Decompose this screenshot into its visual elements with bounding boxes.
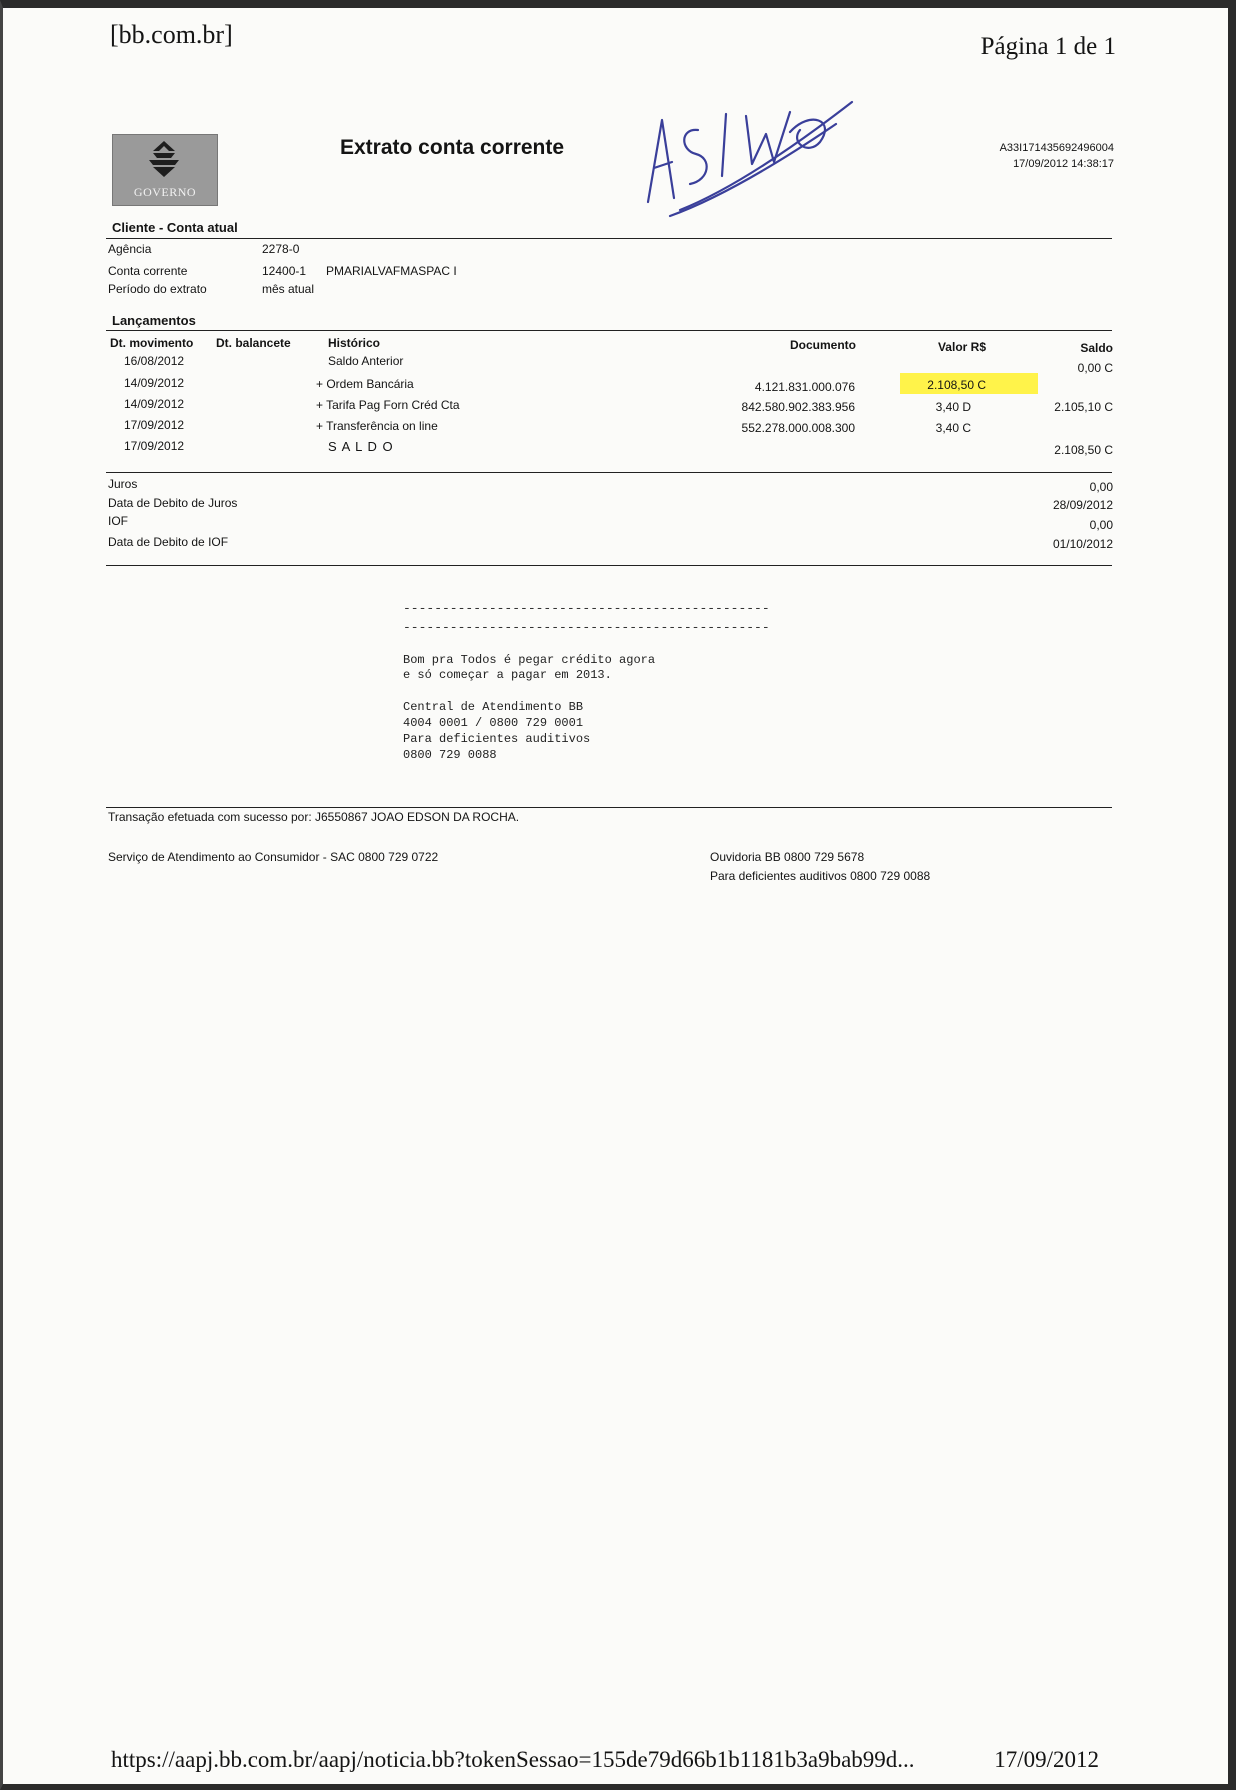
footer-date: 17/09/2012 — [994, 1747, 1099, 1772]
lancamentos-section-title: Lançamentos — [112, 313, 196, 328]
logo-text: GOVERNO — [133, 185, 197, 199]
col-dt-movimento: Dt. movimento — [110, 336, 194, 350]
data-debito-iof-label: Data de Debito de IOF — [108, 535, 229, 549]
conta-value: 12400-1 — [262, 264, 307, 278]
col-historico: Histórico — [328, 336, 381, 350]
col-saldo: Saldo — [1080, 341, 1113, 355]
row-4-saldo: 2.108,50 C — [1054, 443, 1113, 457]
row-1-valor: 2.108,50 C — [927, 378, 986, 392]
message-line-3: Central de Atendimento BB — [403, 700, 584, 714]
row-1-historico: + Ordem Bancária — [316, 377, 414, 391]
row-0-historico: Saldo Anterior — [328, 354, 404, 368]
iof-label: IOF — [108, 514, 128, 528]
message-dashes-bottom: ----------------------------------------------- — [403, 620, 770, 635]
row-1-dt-movimento: 14/09/2012 — [124, 376, 185, 390]
bottom-divider — [106, 807, 1112, 808]
client-section-title: Cliente - Conta atual — [112, 220, 238, 235]
row-0-dt-movimento: 16/08/2012 — [124, 354, 185, 368]
juros-value: 0,00 — [1089, 480, 1113, 494]
row-3-documento: 552.278.000.008.300 — [741, 421, 855, 435]
col-dt-balancete: Dt. balancete — [216, 336, 291, 350]
col-valor: Valor R$ — [937, 340, 986, 354]
periodo-value: mês atual — [262, 282, 315, 296]
bank-logo — [112, 134, 218, 206]
statement-datetime: 17/09/2012 14:38:17 — [1013, 158, 1114, 170]
row-4-historico: S A L D O — [328, 439, 394, 454]
row-2-documento: 842.580.902.383.956 — [741, 400, 855, 414]
row-3-dt-movimento: 17/09/2012 — [124, 418, 185, 432]
row-2-saldo: 2.105,10 C — [1054, 400, 1113, 414]
message-line-5: Para deficientes auditivos — [403, 732, 591, 746]
lancamentos-divider — [106, 330, 1112, 331]
ouvidoria-deficientes-text: Para deficientes auditivos 0800 729 0088 — [710, 869, 931, 883]
row-4-dt-movimento: 17/09/2012 — [124, 439, 185, 453]
conta-holder: PMARIALVAFMASPAC I — [326, 264, 457, 278]
handwritten-signature — [640, 80, 860, 220]
message-line-1: Bom pra Todos é pegar crédito agora — [403, 653, 656, 667]
footer-url: https://aapj.bb.com.br/aapj/noticia.bb?tokenSessao=155de79d66b1b1181b3a9bab99d... — [111, 1747, 915, 1772]
row-2-historico: + Tarifa Pag Forn Créd Cta — [316, 398, 460, 412]
statement-code: A33I171435692496004 — [999, 142, 1114, 154]
transacao-text: Transação efetuada com sucesso por: J6550867 JOAO EDSON DA ROCHA. — [108, 810, 520, 824]
page-number: Página 1 de 1 — [980, 33, 1116, 60]
summary-divider — [106, 565, 1112, 566]
data-debito-juros-value: 28/09/2012 — [1052, 498, 1113, 512]
data-debito-iof-value: 01/10/2012 — [1052, 537, 1113, 551]
conta-label: Conta corrente — [108, 264, 188, 278]
col-documento: Documento — [790, 338, 856, 352]
row-2-dt-movimento: 14/09/2012 — [124, 397, 185, 411]
message-line-2: e só começar a pagar em 2013. — [403, 668, 612, 682]
data-debito-juros-label: Data de Debito de Juros — [108, 496, 238, 510]
bb-logo-icon — [141, 139, 187, 179]
row-0-saldo: 0,00 C — [1077, 361, 1113, 375]
iof-value: 0,00 — [1089, 518, 1113, 532]
client-divider — [106, 238, 1112, 239]
sac-text: Serviço de Atendimento ao Consumidor - SAC 0800 729 0722 — [108, 850, 439, 864]
row-2-valor: 3,40 D — [935, 400, 971, 414]
page-title: Extrato conta corrente — [340, 136, 565, 159]
message-dashes-top: ----------------------------------------------- — [403, 601, 770, 616]
agencia-value: 2278-0 — [262, 242, 300, 256]
agencia-label: Agência — [108, 242, 152, 256]
juros-label: Juros — [108, 477, 138, 491]
periodo-label: Período do extrato — [108, 282, 207, 296]
message-line-6: 0800 729 0088 — [403, 748, 497, 762]
ouvidoria-text: Ouvidoria BB 0800 729 5678 — [710, 850, 865, 864]
row-3-valor: 3,40 C — [935, 421, 971, 435]
message-line-4: 4004 0001 / 0800 729 0001 — [403, 716, 584, 730]
row-3-historico: + Transferência on line — [316, 419, 438, 433]
row-1-documento: 4.121.831.000.076 — [754, 380, 855, 394]
host-label: [bb.com.br] — [110, 20, 233, 49]
table-divider — [106, 472, 1112, 473]
